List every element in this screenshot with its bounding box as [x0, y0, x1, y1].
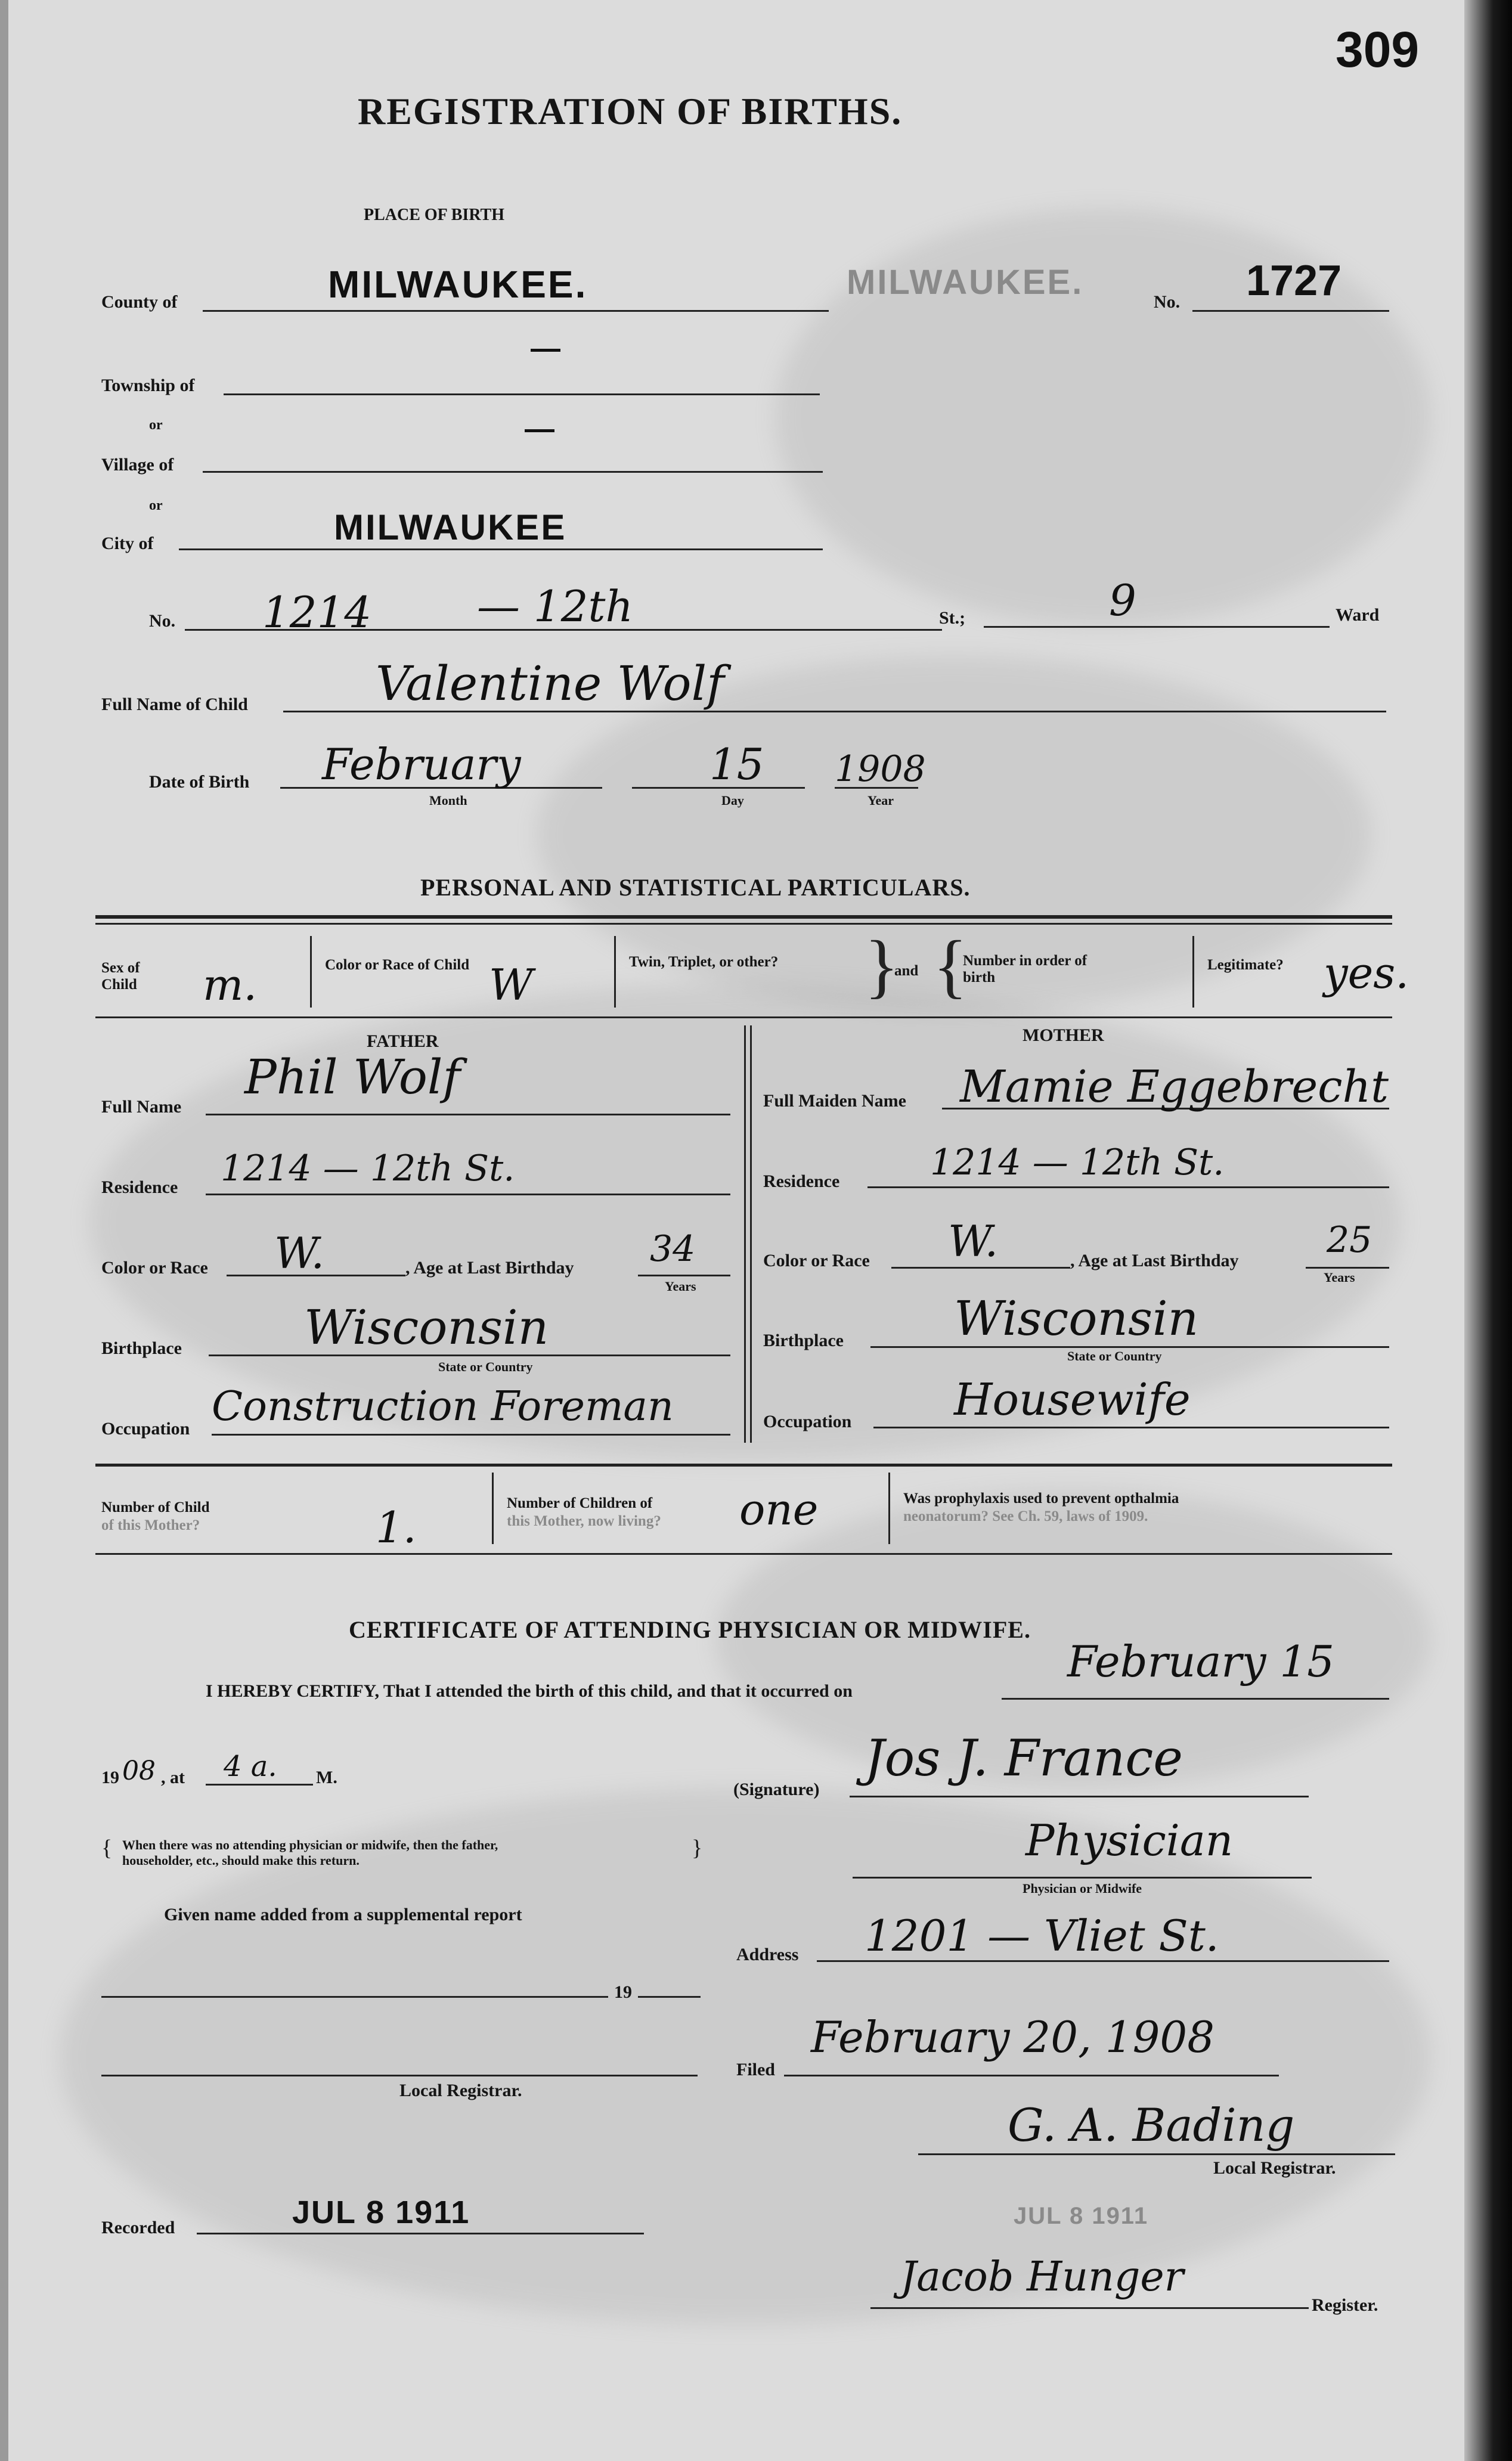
child-number-label-1: Number of Child [101, 1499, 210, 1515]
mother-residence-value: 1214 — 12th St. [930, 1142, 1225, 1183]
street-suffix-label: St.; [939, 608, 966, 628]
child-name-value: Valentine Wolf [376, 656, 724, 711]
or-label-2: or [149, 498, 163, 513]
note-brace-right: } [692, 1836, 703, 1861]
race-of-child-value: W [489, 960, 534, 1010]
father-birthplace-label: Birthplace [101, 1338, 182, 1358]
birth-time-value: 4 a. [224, 1750, 277, 1783]
recorded-label: Recorded [101, 2218, 175, 2237]
child-number-value: 1. [376, 1502, 417, 1552]
ward-label: Ward [1336, 605, 1380, 625]
children-living-value: one [739, 1484, 819, 1535]
legitimate-label: Legitimate? [1207, 957, 1284, 973]
father-occupation-label: Occupation [101, 1419, 190, 1439]
note-brace-left: { [101, 1836, 113, 1861]
certificate-heading: CERTIFICATE OF ATTENDING PHYSICIAN OR MIDWIFE. [349, 1616, 1031, 1643]
place-of-birth-heading: PLACE OF BIRTH [364, 206, 505, 224]
birth-month-value: February [322, 739, 521, 789]
county-value: MILWAUKEE. [328, 263, 588, 306]
filed-label: Filed [736, 2060, 775, 2079]
register-signature: Jacob Hunger [900, 2254, 1184, 2301]
signature-label: (Signature) [733, 1780, 820, 1799]
recorded-date-stamp-faded: JUL 8 1911 [1014, 2203, 1149, 2229]
page-right-edge [1464, 0, 1512, 2461]
supplemental-report-label: Given name added from a supplemental report [164, 1905, 522, 1924]
mother-occupation-value: Housewife [954, 1374, 1191, 1425]
village-label: Village of [101, 455, 174, 475]
attendant-title-caption: Physician or Midwife [1023, 1881, 1142, 1896]
child-number-label-2: of this Mother? [101, 1517, 200, 1533]
mother-state-caption: State or Country [1067, 1349, 1162, 1363]
year-caption: Year [867, 793, 894, 808]
father-race-label: Color or Race [101, 1258, 208, 1278]
page-left-edge [0, 0, 8, 2461]
birth-year-suffix: 08 [122, 1756, 156, 1786]
mother-race-value: W. [948, 1216, 999, 1266]
local-registrar-signature: G. A. Bading [1008, 2099, 1295, 2152]
child-name-label: Full Name of Child [101, 695, 248, 714]
mother-age-label: , Age at Last Birthday [1070, 1251, 1239, 1270]
supplemental-local-registrar-label: Local Registrar. [399, 2081, 522, 2100]
father-age-label: , Age at Last Birthday [405, 1258, 574, 1278]
birth-year-value: 1908 [835, 748, 926, 790]
father-age-value: 34 [650, 1228, 696, 1270]
father-birthplace-value: Wisconsin [304, 1300, 549, 1355]
birth-order-label: Number in order of birth [963, 953, 1087, 985]
mother-maiden-value: Mamie Eggebrecht [960, 1061, 1389, 1112]
street-number-value: 1214 [262, 587, 372, 637]
mother-race-label: Color or Race [763, 1251, 870, 1270]
mother-age-value: 25 [1327, 1219, 1372, 1261]
registration-number-label: No. [1154, 292, 1181, 312]
county-value-faded: MILWAUKEE. [847, 263, 1084, 302]
birth-year-prefix: 19 [101, 1768, 119, 1787]
birth-day-value: 15 [709, 739, 764, 789]
document-title: REGISTRATION OF BIRTHS. [358, 90, 903, 132]
race-of-child-label: Color or Race of Child [325, 957, 470, 973]
street-number-label: No. [149, 611, 176, 631]
children-living-label-2: this Mother, now living? [507, 1513, 661, 1529]
twin-label: Twin, Triplet, or other? [629, 954, 779, 970]
children-living-label-1: Number of Children of [507, 1495, 653, 1511]
township-value: — [531, 331, 560, 365]
local-registrar-label: Local Registrar. [1213, 2158, 1336, 2178]
supplemental-year-prefix: 19 [614, 1982, 632, 2002]
sex-label: Sex of Child [101, 960, 140, 993]
county-label: County of [101, 292, 178, 312]
ward-value: 9 [1109, 575, 1136, 625]
mother-years-caption: Years [1324, 1270, 1355, 1285]
city-label: City of [101, 534, 154, 553]
filed-date-value: February 20, 1908 [811, 2012, 1215, 2062]
and-label: and [894, 963, 919, 979]
particulars-heading: PERSONAL AND STATISTICAL PARTICULARS. [420, 874, 971, 901]
mother-maiden-label: Full Maiden Name [763, 1091, 906, 1111]
prophylaxis-label-1: Was prophylaxis used to prevent opthalmia [903, 1490, 1179, 1507]
father-name-label: Full Name [101, 1097, 182, 1117]
date-of-birth-label: Date of Birth [149, 772, 250, 792]
prophylaxis-label-2: neonatorum? See Ch. 59, laws of 1909. [903, 1508, 1148, 1524]
physician-signature: Jos J. France [865, 1729, 1183, 1787]
father-residence-label: Residence [101, 1177, 178, 1197]
right-brace: { [933, 926, 968, 1005]
left-brace: } [865, 926, 899, 1005]
month-caption: Month [429, 793, 467, 808]
certify-date-value: February 15 [1067, 1636, 1335, 1687]
father-heading: FATHER [367, 1031, 439, 1051]
mother-residence-label: Residence [763, 1171, 840, 1191]
legitimate-value: yes. [1324, 948, 1409, 998]
page-number: 309 [1336, 21, 1420, 78]
return-note-line-2: householder, etc., should make this return. [122, 1853, 360, 1868]
street-name-value: — 12th [477, 581, 633, 631]
return-note-line-1: When there was no attending physician or midwife, then the father, [122, 1837, 498, 1852]
certify-statement: I HEREBY CERTIFY, That I attended the birth of this child, and that it occurred on [206, 1681, 853, 1701]
city-value: MILWAUKEE [334, 507, 567, 547]
or-label-1: or [149, 417, 163, 433]
registration-number: 1727 [1246, 257, 1342, 305]
father-name-value: Phil Wolf [244, 1049, 461, 1105]
address-label: Address [736, 1945, 799, 1964]
sex-value: m. [203, 960, 258, 1010]
physician-address-value: 1201 — Vliet St. [865, 1911, 1219, 1961]
mother-heading: MOTHER [1023, 1025, 1104, 1045]
meridiem-label: M. [316, 1768, 337, 1787]
day-caption: Day [721, 793, 744, 808]
father-residence-value: 1214 — 12th St. [221, 1148, 515, 1189]
mother-birthplace-label: Birthplace [763, 1331, 844, 1350]
father-race-value: W. [274, 1228, 325, 1278]
attendant-title-value: Physician [1025, 1815, 1234, 1865]
township-label: Township of [101, 376, 195, 395]
father-occupation-value: Construction Foreman [212, 1383, 674, 1430]
birth-time-at-label: , at [161, 1768, 185, 1787]
mother-occupation-label: Occupation [763, 1412, 852, 1431]
mother-birthplace-value: Wisconsin [954, 1291, 1199, 1346]
recorded-date-stamp: JUL 8 1911 [292, 2195, 470, 2230]
register-label: Register. [1312, 2295, 1378, 2315]
father-state-caption: State or Country [438, 1359, 533, 1374]
father-years-caption: Years [665, 1279, 696, 1294]
village-value: — [525, 412, 554, 445]
